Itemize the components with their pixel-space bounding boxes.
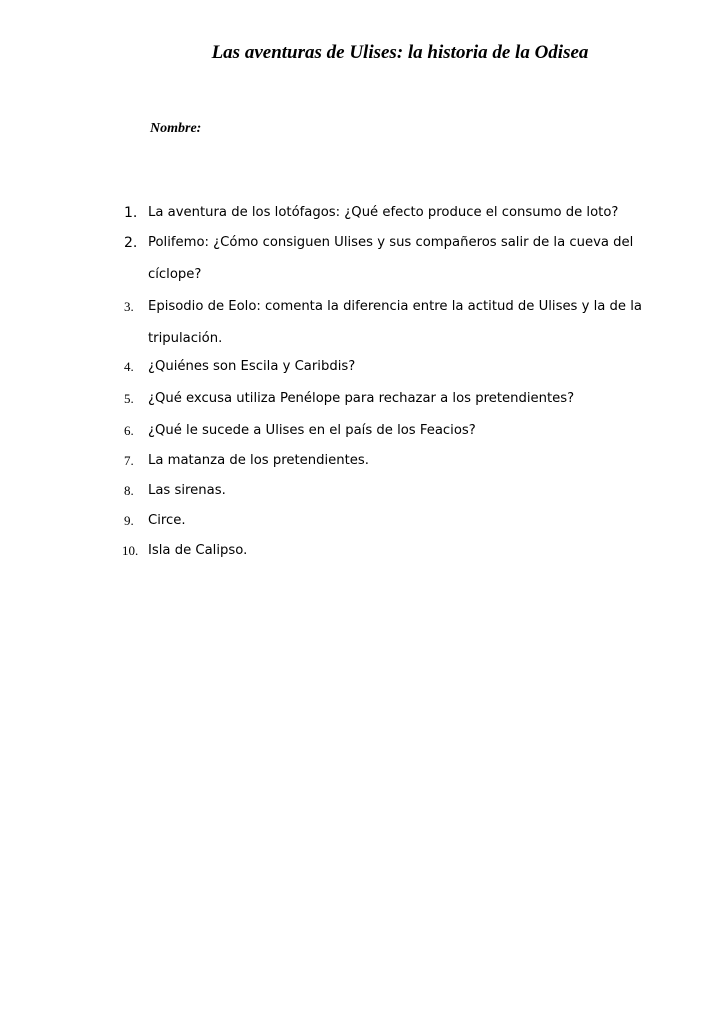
question-text: La matanza de los pretendientes.	[148, 453, 369, 468]
question-text-continuation: tripulación.	[148, 331, 223, 346]
question-item-3-continuation	[0, 328, 728, 350]
question-item-2	[0, 232, 728, 254]
question-number: 3.	[124, 299, 134, 314]
question-item-7	[0, 450, 728, 472]
question-item-8	[0, 480, 728, 502]
question-text: Isla de Calipso.	[148, 543, 248, 558]
question-text-continuation: cíclope?	[148, 267, 202, 282]
question-number: 4.	[124, 359, 134, 374]
document-title: Las aventuras de Ulises: la historia de la Odisea	[211, 42, 589, 63]
question-item-6	[0, 420, 728, 442]
question-text: ¿Quiénes son Escila y Caribdis?	[148, 359, 356, 374]
question-item-1	[0, 202, 728, 224]
question-number: 7.	[124, 453, 134, 468]
question-number: 2.	[124, 235, 138, 251]
name-label: Nombre:	[150, 121, 202, 136]
question-text: Episodio de Eolo: comenta la diferencia entre la actitud de Ulises y la de la	[148, 299, 642, 314]
question-item-5	[0, 388, 728, 410]
question-number: 6.	[124, 423, 134, 438]
question-text: La aventura de los lotófagos: ¿Qué efecto produce el consumo de loto?	[148, 205, 619, 220]
question-number: 10.	[122, 543, 139, 558]
question-text: Las sirenas.	[148, 483, 226, 498]
question-item-9	[0, 510, 728, 532]
question-number: 8.	[124, 483, 134, 498]
question-item-3	[0, 296, 728, 318]
question-text: Circe.	[148, 513, 186, 528]
question-number: 1.	[124, 205, 138, 221]
question-text: Polifemo: ¿Cómo consiguen Ulises y sus compañeros salir de la cueva del	[148, 235, 634, 250]
question-item-4	[0, 356, 728, 378]
question-number: 5.	[124, 391, 134, 406]
question-number: 9.	[124, 513, 134, 528]
question-text: ¿Qué excusa utiliza Penélope para rechazar a los pretendientes?	[148, 391, 575, 406]
question-item-10	[0, 540, 728, 562]
question-text: ¿Qué le sucede a Ulises en el país de los Feacios?	[148, 423, 476, 438]
question-item-2-continuation	[0, 264, 728, 286]
